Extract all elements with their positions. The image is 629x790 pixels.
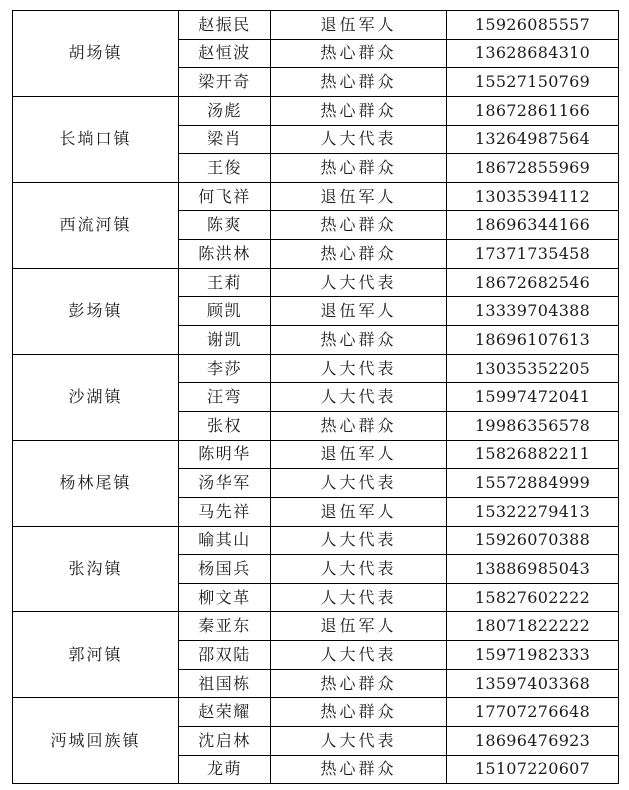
person-name-cell: 谢凯 [179,326,271,355]
phone-number-cell: 18696107613 [447,326,619,355]
town-cell: 彭场镇 [13,268,179,354]
role-cell: 人大代表 [271,583,447,612]
role-cell: 退伍军人 [271,497,447,526]
town-cell: 西流河镇 [13,182,179,268]
contact-table-body [13,11,619,784]
table-row [13,96,619,125]
phone-number-cell: 18672682546 [447,268,619,297]
table-row [13,440,619,469]
phone-number-cell: 18672861166 [447,96,619,125]
person-name-cell: 何飞祥 [179,182,271,211]
contact-table [12,10,619,784]
person-name-cell: 柳文革 [179,583,271,612]
role-cell: 热心群众 [271,68,447,97]
person-name-cell: 杨国兵 [179,555,271,584]
person-name-cell: 秦亚东 [179,612,271,641]
role-cell: 退伍军人 [271,612,447,641]
role-cell: 热心群众 [271,240,447,269]
role-cell: 人大代表 [271,526,447,555]
role-cell: 热心群众 [271,411,447,440]
person-name-cell: 王莉 [179,268,271,297]
phone-number-cell: 15826882211 [447,440,619,469]
role-cell: 人大代表 [271,268,447,297]
phone-number-cell: 15997472041 [447,383,619,412]
phone-number-cell: 15926070388 [447,526,619,555]
role-cell: 退伍军人 [271,182,447,211]
phone-number-cell: 18071822222 [447,612,619,641]
person-name-cell: 沈启林 [179,727,271,756]
phone-number-cell: 18672855969 [447,154,619,183]
role-cell: 退伍军人 [271,11,447,40]
phone-number-cell: 15107220607 [447,755,619,784]
phone-number-cell: 15926085557 [447,11,619,40]
table-row [13,182,619,211]
table-row [13,526,619,555]
role-cell: 人大代表 [271,383,447,412]
table-row [13,268,619,297]
town-cell: 长埫口镇 [13,96,179,182]
person-name-cell: 梁肖 [179,125,271,154]
phone-number-cell: 15971982333 [447,641,619,670]
person-name-cell: 祖国栋 [179,669,271,698]
person-name-cell: 张权 [179,411,271,440]
person-name-cell: 王俊 [179,154,271,183]
person-name-cell: 梁开奇 [179,68,271,97]
role-cell: 热心群众 [271,669,447,698]
phone-number-cell: 19986356578 [447,411,619,440]
person-name-cell: 喻其山 [179,526,271,555]
town-cell: 沙湖镇 [13,354,179,440]
town-cell: 胡场镇 [13,11,179,97]
phone-number-cell: 17707276648 [447,698,619,727]
table-row [13,612,619,641]
person-name-cell: 邵双陆 [179,641,271,670]
role-cell: 热心群众 [271,96,447,125]
role-cell: 退伍军人 [271,297,447,326]
phone-number-cell: 15322279413 [447,497,619,526]
person-name-cell: 赵恒波 [179,39,271,68]
town-cell: 沔城回族镇 [13,698,179,784]
role-cell: 热心群众 [271,39,447,68]
role-cell: 人大代表 [271,727,447,756]
role-cell: 人大代表 [271,555,447,584]
phone-number-cell: 13264987564 [447,125,619,154]
person-name-cell: 汤华军 [179,469,271,498]
person-name-cell: 汪弯 [179,383,271,412]
town-cell: 郭河镇 [13,612,179,698]
role-cell: 人大代表 [271,469,447,498]
person-name-cell: 陈洪林 [179,240,271,269]
phone-number-cell: 17371735458 [447,240,619,269]
town-cell: 张沟镇 [13,526,179,612]
phone-number-cell: 13628684310 [447,39,619,68]
table-row [13,11,619,40]
phone-number-cell: 18696344166 [447,211,619,240]
person-name-cell: 汤彪 [179,96,271,125]
person-name-cell: 陈爽 [179,211,271,240]
person-name-cell: 赵振民 [179,11,271,40]
role-cell: 退伍军人 [271,440,447,469]
role-cell: 人大代表 [271,641,447,670]
phone-number-cell: 15527150769 [447,68,619,97]
phone-number-cell: 13597403368 [447,669,619,698]
role-cell: 热心群众 [271,211,447,240]
phone-number-cell: 18696476923 [447,727,619,756]
role-cell: 人大代表 [271,354,447,383]
phone-number-cell: 15572884999 [447,469,619,498]
role-cell: 热心群众 [271,698,447,727]
role-cell: 人大代表 [271,125,447,154]
phone-number-cell: 13886985043 [447,555,619,584]
person-name-cell: 马先祥 [179,497,271,526]
phone-number-cell: 15827602222 [447,583,619,612]
phone-number-cell: 13339704388 [447,297,619,326]
town-cell: 杨林尾镇 [13,440,179,526]
person-name-cell: 李莎 [179,354,271,383]
person-name-cell: 龙萌 [179,755,271,784]
phone-number-cell: 13035394112 [447,182,619,211]
role-cell: 热心群众 [271,326,447,355]
table-row [13,698,619,727]
person-name-cell: 顾凯 [179,297,271,326]
role-cell: 热心群众 [271,154,447,183]
phone-number-cell: 13035352205 [447,354,619,383]
table-row [13,354,619,383]
role-cell: 热心群众 [271,755,447,784]
person-name-cell: 赵荣耀 [179,698,271,727]
person-name-cell: 陈明华 [179,440,271,469]
